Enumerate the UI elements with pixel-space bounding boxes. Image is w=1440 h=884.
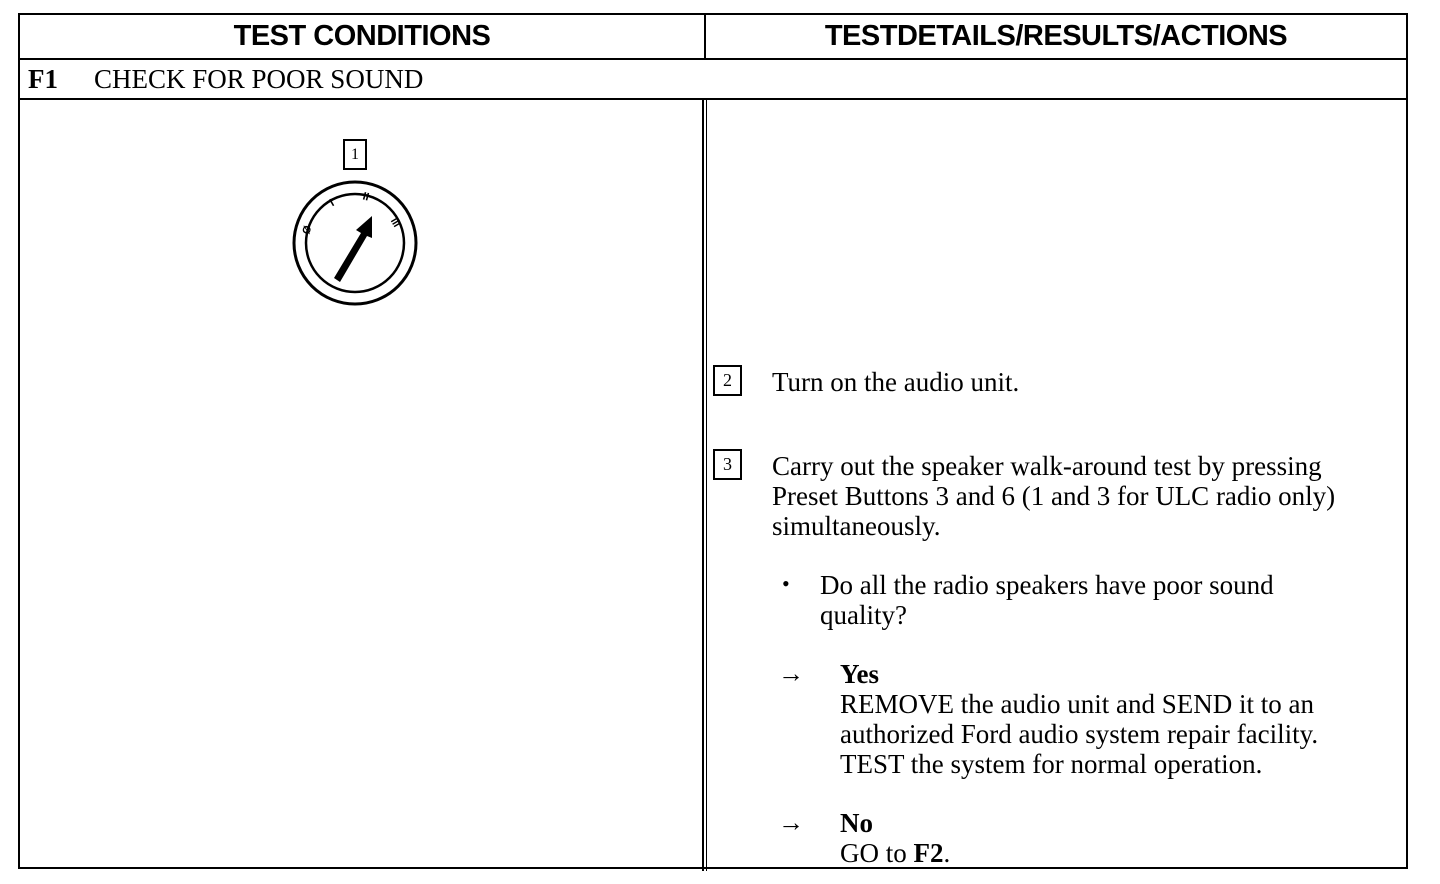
step-id: F1 — [28, 63, 58, 94]
yes-line-1: REMOVE the audio unit and SEND it to an — [840, 689, 1314, 719]
step-2-box: 2 — [713, 365, 742, 396]
ignition-pos-3: III — [387, 216, 402, 230]
no-label: No — [840, 808, 873, 838]
yes-answer — [840, 659, 1318, 779]
yes-arrow-icon: → — [778, 659, 804, 688]
yes-line-2: authorized Ford audio system repair facility. — [840, 719, 1319, 749]
step-title: CHECK FOR POOR SOUND — [94, 63, 424, 94]
question-text — [820, 570, 1274, 630]
ignition-switch-icon — [290, 178, 420, 308]
ignition-step-box: 1 — [343, 139, 367, 170]
step-3-text — [772, 451, 1335, 541]
bullet-icon: • — [782, 571, 790, 596]
step-3-box: 3 — [713, 449, 742, 480]
diagnostic-table — [18, 13, 1408, 869]
column-divider — [702, 100, 704, 871]
question-line-1: Do all the radio speakers have poor sound — [820, 570, 1274, 600]
column-divider-inner — [706, 100, 707, 871]
yes-label: Yes — [840, 659, 879, 689]
question-line-2: quality? — [820, 600, 907, 630]
step-title-row — [20, 60, 1406, 100]
no-target-link[interactable]: F2 — [913, 838, 944, 868]
no-suffix: . — [943, 838, 951, 868]
step-2-text: Turn on the audio unit. — [772, 367, 1020, 397]
no-arrow-icon: → — [778, 808, 804, 837]
header-test-conditions: TEST CONDITIONS — [233, 20, 491, 52]
table-header — [20, 15, 1406, 60]
ignition-pos-1: I — [327, 197, 337, 210]
yes-line-3: TEST the system for normal operation. — [840, 749, 1263, 779]
step-3-line-2: Preset Buttons 3 and 6 (1 and 3 for ULC radio only) — [772, 481, 1336, 511]
header-test-details: TESTDETAILS/RESULTS/ACTIONS — [824, 20, 1288, 52]
step-3-line-1: Carry out the speaker walk-around test by pressing — [772, 451, 1322, 481]
no-prefix: GO to — [840, 838, 907, 868]
ignition-pos-0: Ø — [300, 224, 315, 237]
no-action — [840, 838, 950, 868]
step-3-line-3: simultaneously. — [772, 511, 941, 541]
ignition-pos-2: II — [361, 190, 371, 204]
no-answer — [840, 808, 950, 868]
